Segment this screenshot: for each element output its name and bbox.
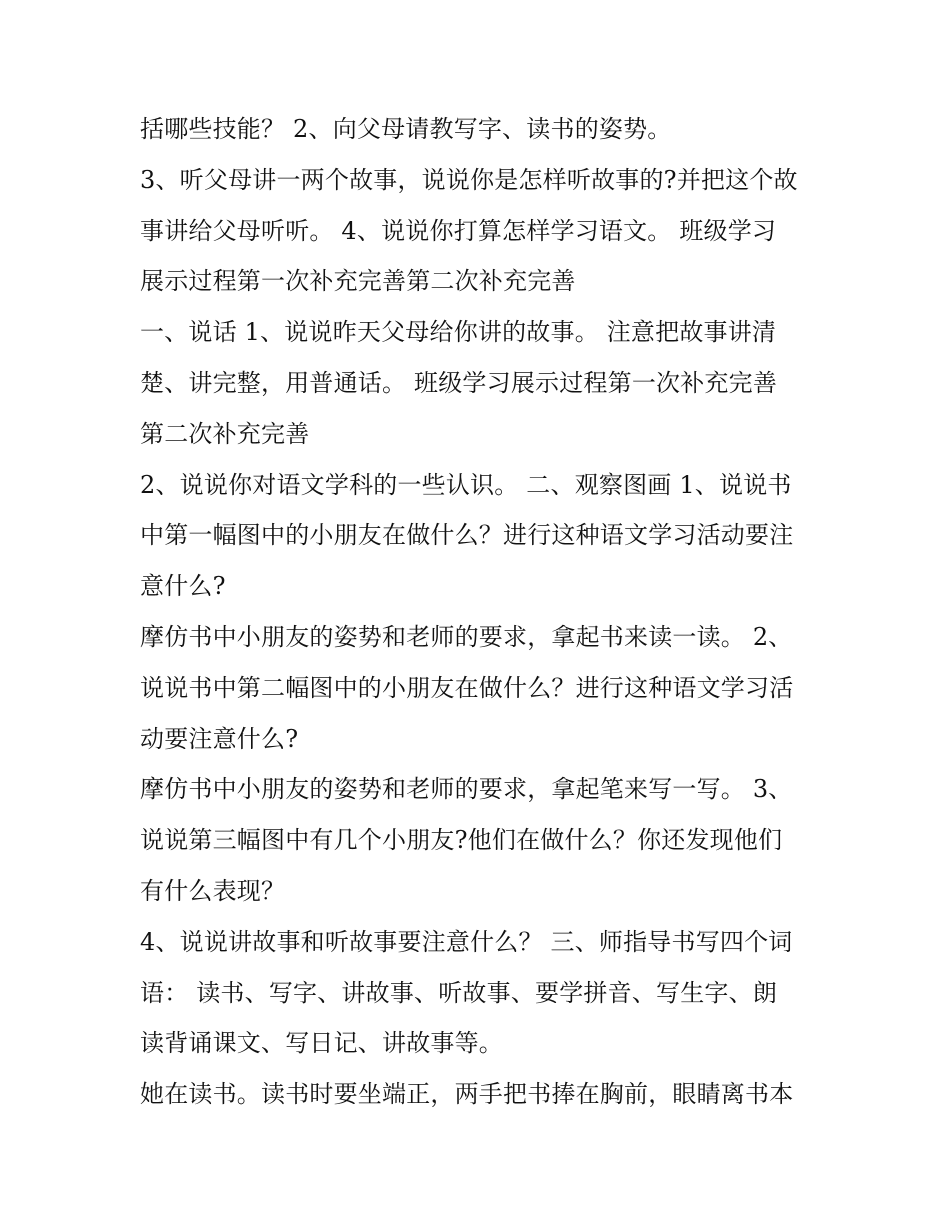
text-line: 她在读书。读书时要坐端正，两手把书捧在胸前，眼睛离书本: [140, 1080, 794, 1109]
text-line: 说说第三幅图中有几个小朋友?他们在做什么？你还发现他们: [140, 826, 783, 855]
text-line: 摩仿书中小朋友的姿势和老师的要求，拿起笔来写一写。 3、: [140, 775, 793, 804]
text-line: 说说书中第二幅图中的小朋友在做什么？进行这种语文学习活: [140, 673, 794, 702]
text-line: 语： 读书、写字、讲故事、听故事、要学拼音、写生字、朗: [140, 978, 778, 1007]
text-line: 3、听父母讲一两个故事，说说你是怎样听故事的?并把这个故: [140, 165, 798, 194]
text-line: 第二次补充完善: [140, 419, 310, 448]
text-line: 楚、讲完整，用普通话。 班级学习展示过程第一次补充完善: [140, 368, 778, 397]
text-line: 中第一幅图中的小朋友在做什么？进行这种语文学习活动要注: [140, 521, 794, 550]
text-line: 事讲给父母听听。 4、说说你打算怎样学习语文。 班级学习: [140, 216, 777, 245]
text-line: 意什么?: [140, 572, 226, 601]
text-line: 2、说说你对语文学科的一些认识。 二、观察图画 1、说说书: [140, 470, 792, 499]
text-line: 展示过程第一次补充完善第二次补充完善: [140, 267, 576, 296]
text-line: 读背诵课文、写日记、讲故事等。: [140, 1029, 503, 1058]
text-line: 一、说话 1、说说昨天父母给你讲的故事。 注意把故事讲清: [140, 318, 777, 347]
document-body: [140, 104, 820, 1120]
text-line: 4、说说讲故事和听故事要注意什么？ 三、师指导书写四个词: [140, 927, 793, 956]
text-line: 动要注意什么?: [140, 724, 299, 753]
text-line: 括哪些技能？ 2、向父母请教写字、读书的姿势。: [140, 115, 672, 143]
text-line: 有什么表现？: [140, 876, 286, 905]
text-line: 摩仿书中小朋友的姿势和老师的要求，拿起书来读一读。 2、: [140, 622, 793, 651]
